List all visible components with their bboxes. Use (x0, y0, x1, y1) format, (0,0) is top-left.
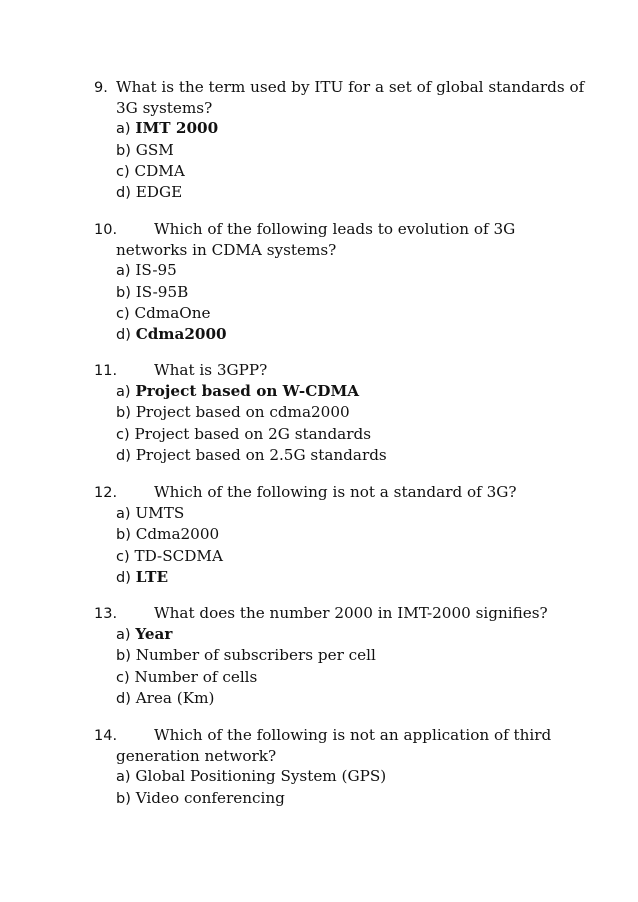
question-text: Which of the following is not an application of third (154, 726, 552, 744)
option-b (94, 524, 594, 545)
question-number: 13. (94, 606, 118, 622)
question-text: What is the term used by ITU for a set of global standards of (116, 78, 585, 96)
option-letter: a) (116, 121, 131, 138)
option-d (94, 445, 594, 466)
option-text: Number of subscribers per cell (135, 646, 376, 665)
option-text: Cdma2000 (135, 525, 220, 544)
option-letter: b) (116, 405, 131, 422)
option-letter: c) (116, 305, 130, 322)
option-text: Area (Km) (135, 688, 215, 707)
question-number: 10. (94, 222, 118, 238)
option-a (94, 766, 594, 787)
option-d (94, 324, 594, 345)
option-c (94, 161, 594, 182)
option-letter: a) (116, 627, 131, 644)
option-b (94, 402, 594, 423)
option-letter: b) (116, 284, 131, 301)
option-text: Number of cells (134, 667, 258, 686)
option-text: IS-95 (135, 261, 177, 280)
option-letter: d) (116, 327, 131, 344)
option-letter: c) (116, 669, 130, 686)
option-b (94, 788, 594, 809)
option-text: Global Positioning System (GPS) (135, 767, 387, 786)
question-number: 9. (94, 80, 108, 96)
option-text: Project based on cdma2000 (135, 403, 350, 422)
option-letter: a) (116, 506, 131, 523)
option-text: Year (135, 625, 173, 644)
question-text: What does the number 2000 in IMT-2000 signifies? (154, 604, 548, 622)
option-d (94, 567, 594, 588)
option-letter: b) (116, 142, 131, 159)
option-a (94, 624, 594, 645)
question-9 (94, 77, 594, 203)
question-text: Which of the following is not a standard of 3G? (154, 483, 517, 501)
option-c (94, 546, 594, 567)
option-letter: c) (116, 548, 130, 565)
option-c (94, 667, 594, 688)
option-letter: b) (116, 790, 131, 807)
option-text: Project based on W-CDMA (135, 382, 360, 401)
question-11 (94, 360, 594, 466)
option-text: EDGE (135, 183, 183, 202)
option-text: CDMA (134, 161, 185, 180)
option-letter: d) (116, 690, 131, 707)
option-letter: d) (116, 185, 131, 202)
option-letter: b) (116, 527, 131, 544)
question-text-continued: 3G systems? (116, 99, 213, 118)
option-text: Cdma2000 (135, 325, 227, 344)
option-a (94, 381, 594, 402)
option-letter: a) (116, 769, 131, 786)
option-letter: d) (116, 447, 131, 464)
option-letter: a) (116, 384, 131, 401)
question-text-continued: networks in CDMA systems? (116, 241, 337, 260)
option-text: Project based on 2.5G standards (135, 445, 387, 464)
question-number: 11. (94, 363, 118, 379)
option-text: CdmaOne (134, 303, 211, 322)
question-text: What is 3GPP? (154, 361, 268, 379)
option-b (94, 645, 594, 666)
option-text: TD-SCDMA (134, 546, 223, 565)
option-letter: d) (116, 569, 131, 586)
option-text: GSM (135, 140, 174, 159)
option-text: Project based on 2G standards (134, 424, 371, 443)
question-12 (94, 482, 594, 588)
option-d (94, 688, 594, 709)
question-text-continued: generation network? (116, 747, 277, 766)
option-text: IS-95B (135, 282, 189, 301)
option-c (94, 303, 594, 324)
question-number: 14. (94, 728, 118, 744)
option-a (94, 260, 594, 281)
option-text: UMTS (135, 504, 185, 523)
option-a (94, 118, 594, 139)
question-14 (94, 725, 594, 809)
option-b (94, 282, 594, 303)
option-text: IMT 2000 (135, 119, 219, 138)
question-number: 12. (94, 485, 118, 501)
question-text: Which of the following leads to evolution of 3G (154, 220, 516, 238)
option-letter: c) (116, 426, 130, 443)
option-d (94, 182, 594, 203)
question-13 (94, 603, 594, 709)
option-letter: c) (116, 163, 130, 180)
option-b (94, 140, 594, 161)
option-letter: a) (116, 263, 131, 280)
option-c (94, 424, 594, 445)
option-text: Video conferencing (135, 788, 285, 807)
option-text: LTE (135, 567, 169, 586)
option-letter: b) (116, 648, 131, 665)
question-10 (94, 219, 594, 345)
option-a (94, 503, 594, 524)
